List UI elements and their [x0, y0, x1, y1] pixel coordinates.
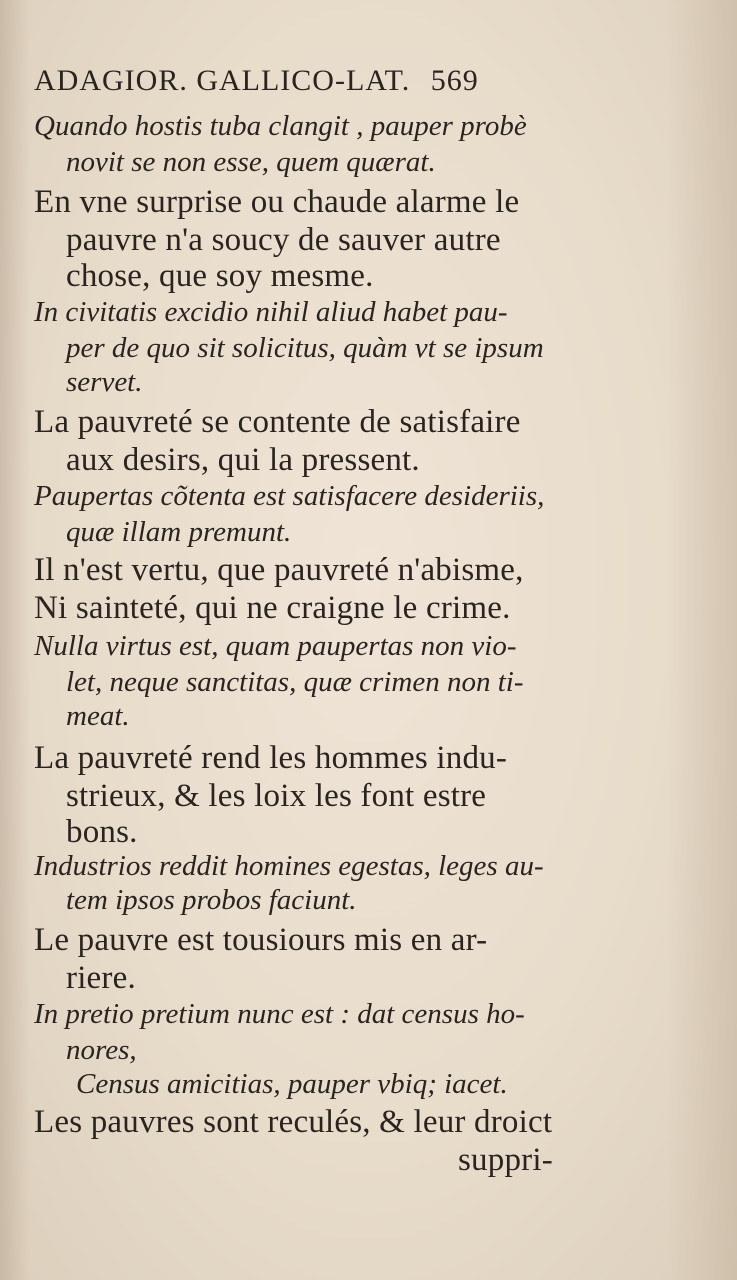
- text-line-latin: Industrios reddit homines egestas, leges au-: [34, 850, 544, 882]
- text-line-latin: In civitatis excidio nihil aliud habet pau-: [34, 296, 508, 328]
- text-line-latin: let, neque sanctitas, quæ crimen non ti-: [66, 666, 524, 698]
- text-line-latin: per de quo sit solicitus, quàm vt se ipsum: [66, 332, 544, 364]
- running-title: ADAGIOR. GALLICO-LAT.: [34, 64, 411, 97]
- text-line-french: aux desirs, qui la pressent.: [66, 442, 420, 478]
- text-line-french: En vne surprise ou chaude alarme le: [34, 184, 520, 220]
- page-number: 569: [430, 64, 479, 97]
- text-line-latin: In pretio pretium nunc est : dat census ho-: [34, 998, 525, 1030]
- page-edge-shadow: [667, 0, 737, 1280]
- text-line-latin: Census amicitias, pauper vbiq; iacet.: [76, 1068, 508, 1100]
- text-line-latin: Paupertas cõtenta est satisfacere desideriis,: [34, 480, 545, 512]
- text-line-french: riere.: [66, 960, 136, 996]
- text-line-french: Ni sainteté, qui ne craigne le crime.: [34, 590, 511, 626]
- text-line-latin: Nulla virtus est, quam paupertas non vio-: [34, 630, 517, 662]
- text-line-french: Le pauvre est tousiours mis en ar-: [34, 922, 488, 958]
- text-line-french: La pauvreté se contente de satisfaire: [34, 404, 521, 440]
- text-line-french: strieux, & les loix les font estre: [66, 778, 487, 814]
- running-header: [34, 64, 554, 98]
- text-line-latin: Quando hostis tuba clangit , pauper probè: [34, 110, 527, 142]
- text-line-latin: nores,: [66, 1034, 137, 1066]
- catchword: suppri-: [458, 1142, 553, 1178]
- text-line-latin: meat.: [66, 700, 130, 732]
- text-line-latin: novit se non esse, quem quærat.: [66, 146, 436, 178]
- text-line-french: Les pauvres sont reculés, & leur droict: [34, 1104, 553, 1140]
- text-line-french: bons.: [66, 814, 138, 850]
- text-line-french: La pauvreté rend les hommes indu-: [34, 740, 508, 776]
- text-line-latin: quæ illam premunt.: [66, 516, 292, 548]
- text-line-french: Il n'est vertu, que pauvreté n'abisme,: [34, 552, 524, 588]
- text-line-latin: servet.: [66, 366, 143, 398]
- page-gutter-shadow: [0, 0, 30, 1280]
- text-line-french: pauvre n'a soucy de sauver autre: [66, 222, 501, 258]
- text-line-french: chose, que soy mesme.: [66, 258, 374, 294]
- text-line-latin: tem ipsos probos faciunt.: [66, 884, 357, 916]
